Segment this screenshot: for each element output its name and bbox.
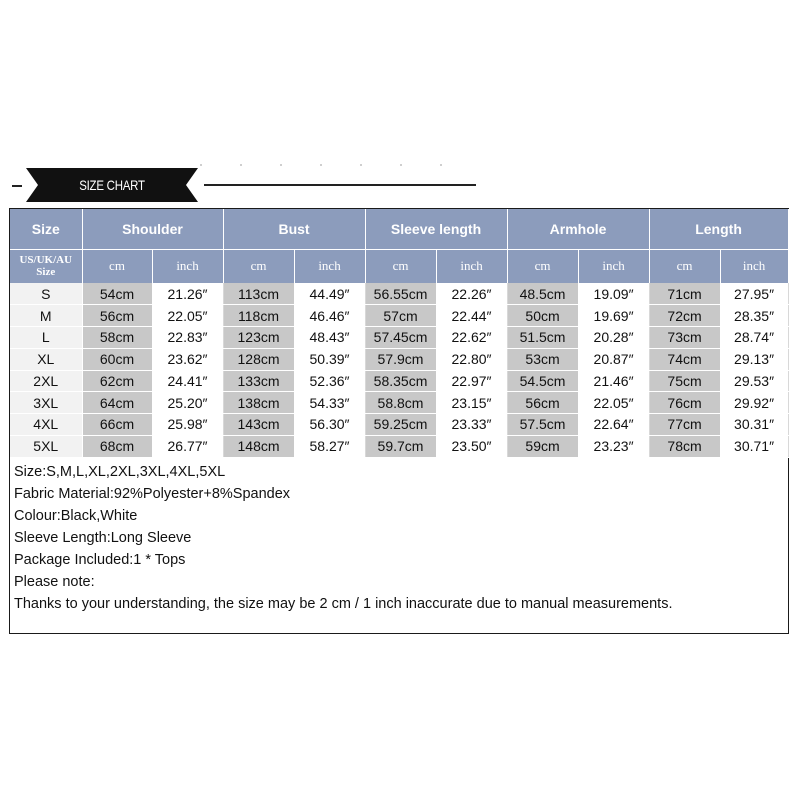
table-row: [10, 414, 788, 436]
inch-cell: 27.95″: [720, 283, 788, 305]
cm-cell: 51.5cm: [507, 327, 578, 349]
size-cell: S: [10, 283, 82, 305]
inch-cell: 21.46″: [578, 370, 649, 392]
size-table: [10, 209, 789, 458]
cm-cell: 128cm: [223, 348, 294, 370]
size-cell: 4XL: [10, 414, 82, 436]
decorative-dots: [200, 164, 470, 168]
table-row: [10, 348, 788, 370]
header-bust: Bust: [223, 209, 365, 249]
inch-cell: 22.05″: [152, 305, 223, 327]
product-notes: [10, 458, 788, 618]
cm-cell: 56cm: [82, 305, 152, 327]
unit-label: cm: [365, 249, 436, 283]
unit-label: cm: [649, 249, 720, 283]
cm-cell: 57.5cm: [507, 414, 578, 436]
cm-cell: 113cm: [223, 283, 294, 305]
unit-label: cm: [223, 249, 294, 283]
cm-cell: 50cm: [507, 305, 578, 327]
table-row: [10, 392, 788, 414]
unit-row: [10, 249, 788, 283]
table-row: [10, 435, 788, 457]
size-cell: M: [10, 305, 82, 327]
inch-cell: 22.05″: [578, 392, 649, 414]
cm-cell: 73cm: [649, 327, 720, 349]
unit-label: cm: [82, 249, 152, 283]
inch-cell: 21.26″: [152, 283, 223, 305]
inch-cell: 50.39″: [294, 348, 365, 370]
inch-cell: 22.97″: [436, 370, 507, 392]
size-cell: 3XL: [10, 392, 82, 414]
inch-cell: 23.15″: [436, 392, 507, 414]
inch-cell: 23.33″: [436, 414, 507, 436]
inch-cell: 30.31″: [720, 414, 788, 436]
note-line: Sleeve Length:Long Sleeve: [14, 529, 192, 546]
inch-cell: 22.83″: [152, 327, 223, 349]
inch-cell: 29.53″: [720, 370, 788, 392]
cm-cell: 59.7cm: [365, 435, 436, 457]
inch-cell: 54.33″: [294, 392, 365, 414]
inch-cell: 26.77″: [152, 435, 223, 457]
cm-cell: 59cm: [507, 435, 578, 457]
cm-cell: 54.5cm: [507, 370, 578, 392]
cm-cell: 53cm: [507, 348, 578, 370]
cm-cell: 118cm: [223, 305, 294, 327]
banner-ribbon: [26, 168, 198, 202]
inch-cell: 23.62″: [152, 348, 223, 370]
note-line: Please note:: [14, 573, 95, 590]
inch-cell: 30.71″: [720, 435, 788, 457]
cm-cell: 57.45cm: [365, 327, 436, 349]
cm-cell: 64cm: [82, 392, 152, 414]
inch-cell: 22.26″: [436, 283, 507, 305]
cm-cell: 123cm: [223, 327, 294, 349]
inch-cell: 25.20″: [152, 392, 223, 414]
header-length: Length: [649, 209, 788, 249]
size-cell: L: [10, 327, 82, 349]
cm-cell: 75cm: [649, 370, 720, 392]
inch-cell: 23.23″: [578, 435, 649, 457]
cm-cell: 59.25cm: [365, 414, 436, 436]
unit-label: inch: [294, 249, 365, 283]
inch-cell: 29.13″: [720, 348, 788, 370]
cm-cell: 56cm: [507, 392, 578, 414]
size-chart-banner: [0, 160, 800, 210]
unit-label: cm: [507, 249, 578, 283]
note-line: Fabric Material:92%Polyester+8%Spandex: [14, 485, 291, 502]
inch-cell: 19.69″: [578, 305, 649, 327]
header-size: Size: [10, 209, 82, 249]
cm-cell: 68cm: [82, 435, 152, 457]
unit-label: inch: [720, 249, 788, 283]
cm-cell: 57.9cm: [365, 348, 436, 370]
cm-cell: 48.5cm: [507, 283, 578, 305]
inch-cell: 20.87″: [578, 348, 649, 370]
inch-cell: 23.50″: [436, 435, 507, 457]
unit-label: inch: [578, 249, 649, 283]
inch-cell: 52.36″: [294, 370, 365, 392]
note-line: Thanks to your understanding, the size may be 2 cm / 1 inch inaccurate due to manual measurements.: [14, 595, 673, 612]
size-region-line2: Size: [36, 266, 56, 279]
inch-cell: 22.80″: [436, 348, 507, 370]
cm-cell: 143cm: [223, 414, 294, 436]
inch-cell: 24.41″: [152, 370, 223, 392]
cm-cell: 66cm: [82, 414, 152, 436]
cm-cell: 72cm: [649, 305, 720, 327]
size-cell: XL: [10, 348, 82, 370]
inch-cell: 56.30″: [294, 414, 365, 436]
header-sleeve-length: Sleeve length: [365, 209, 507, 249]
inch-cell: 20.28″: [578, 327, 649, 349]
header-shoulder: Shoulder: [82, 209, 223, 249]
table-row: [10, 370, 788, 392]
inch-cell: 19.09″: [578, 283, 649, 305]
inch-cell: 22.62″: [436, 327, 507, 349]
unit-label: inch: [152, 249, 223, 283]
banner-title: SIZE CHART: [79, 177, 145, 193]
cm-cell: 76cm: [649, 392, 720, 414]
inch-cell: 58.27″: [294, 435, 365, 457]
inch-cell: 28.74″: [720, 327, 788, 349]
size-chart-sheet: [9, 208, 789, 634]
size-region-label: [10, 249, 82, 283]
cm-cell: 148cm: [223, 435, 294, 457]
cm-cell: 71cm: [649, 283, 720, 305]
banner-right-rule: [204, 184, 476, 186]
cm-cell: 60cm: [82, 348, 152, 370]
note-line: Size:S,M,L,XL,2XL,3XL,4XL,5XL: [14, 463, 226, 480]
cm-cell: 58.8cm: [365, 392, 436, 414]
size-rows: [10, 283, 788, 457]
table-row: [10, 327, 788, 349]
inch-cell: 22.44″: [436, 305, 507, 327]
cm-cell: 77cm: [649, 414, 720, 436]
inch-cell: 29.92″: [720, 392, 788, 414]
banner-left-dash: [12, 185, 22, 187]
cm-cell: 56.55cm: [365, 283, 436, 305]
inch-cell: 44.49″: [294, 283, 365, 305]
size-cell: 5XL: [10, 435, 82, 457]
cm-cell: 78cm: [649, 435, 720, 457]
inch-cell: 46.46″: [294, 305, 365, 327]
table-row: [10, 305, 788, 327]
inch-cell: 22.64″: [578, 414, 649, 436]
size-cell: 2XL: [10, 370, 82, 392]
cm-cell: 62cm: [82, 370, 152, 392]
inch-cell: 25.98″: [152, 414, 223, 436]
unit-label: inch: [436, 249, 507, 283]
cm-cell: 58cm: [82, 327, 152, 349]
size-region-line1: US/UK/AU: [19, 254, 73, 267]
cm-cell: 133cm: [223, 370, 294, 392]
table-row: [10, 283, 788, 305]
cm-cell: 138cm: [223, 392, 294, 414]
cm-cell: 58.35cm: [365, 370, 436, 392]
cm-cell: 57cm: [365, 305, 436, 327]
note-line: Package Included:1 * Tops: [14, 551, 186, 568]
inch-cell: 48.43″: [294, 327, 365, 349]
inch-cell: 28.35″: [720, 305, 788, 327]
cm-cell: 54cm: [82, 283, 152, 305]
header-row: [10, 209, 788, 249]
header-armhole: Armhole: [507, 209, 649, 249]
note-line: Colour:Black,White: [14, 507, 138, 524]
cm-cell: 74cm: [649, 348, 720, 370]
